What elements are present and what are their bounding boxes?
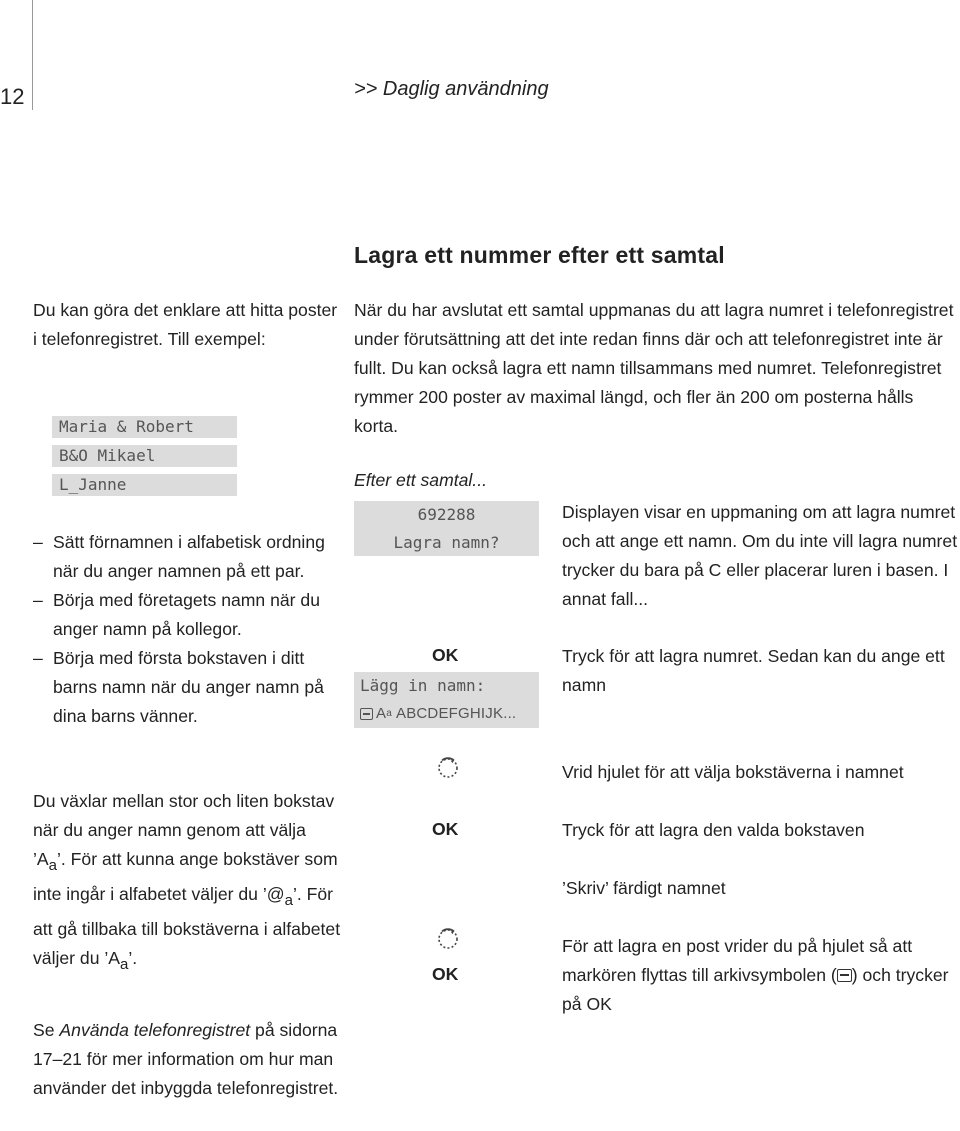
text-span: Du växlar mellan stor och liten bokstav när du anger namn genom att välja ’A xyxy=(33,791,335,869)
letter-strip: ABCDEFGHIJK... xyxy=(395,705,517,722)
display-call-prompt xyxy=(354,501,539,556)
running-header: >> Daglig användning xyxy=(354,78,549,100)
step-text: Tryck för att lagra numret. Sedan kan du ange ett namn xyxy=(562,646,945,695)
display-prompt: Lagra namn? xyxy=(393,533,500,552)
dash-bullet: – xyxy=(33,648,43,668)
example-names-display xyxy=(52,416,237,503)
text-span: på sidorna 17–21 för mer information om hur man använder det inbyggda telefonregistret. xyxy=(33,1020,339,1098)
tip-text: Sätt förnamnen i alfabetisk ordning när du anger namnen på ett par. xyxy=(53,532,325,581)
subscript: a xyxy=(120,956,129,973)
sidebar-intro xyxy=(33,296,343,354)
step-text xyxy=(562,932,960,1019)
tip-item xyxy=(33,528,343,586)
section-title: Lagra ett nummer efter ett samtal xyxy=(354,242,725,268)
step-text: Tryck för att lagra den valda bokstaven xyxy=(562,820,865,840)
case-indicator: A xyxy=(376,705,387,722)
subscript: a xyxy=(284,892,293,909)
step-turn-wheel xyxy=(562,758,960,787)
text-span: ) och trycker på OK xyxy=(562,965,949,1014)
text-span: ’. xyxy=(128,948,138,968)
wheel-turn-icon xyxy=(436,927,460,951)
dash-bullet: – xyxy=(33,532,43,552)
example-name: Maria & Robert xyxy=(52,416,237,438)
step-ok-store-letter xyxy=(562,816,960,845)
example-name: B&O Mikael xyxy=(52,445,237,467)
example-name: L_Janne xyxy=(52,474,237,496)
see-also-text xyxy=(33,1016,343,1103)
tip-text: Börja med första bokstaven i ditt barns namn när du anger namn på dina barns vänner. xyxy=(53,648,324,726)
step-ok-store-number xyxy=(562,642,960,700)
step-text: Vrid hjulet för att välja bokstäverna i namnet xyxy=(562,762,904,782)
case-indicator-small: a xyxy=(386,708,392,719)
section-intro-text: När du har avslutat ett samtal uppmanas du att lagra numret i telefonregistret under förutsättning att det inte redan finns där och att telefonregistret inte är fullt. Du kan också lagra ett namn tillsammans med numret. Telefonregistret rymmer 200 poster av maximal längd, och fler än 200 om posterna hålls korta. xyxy=(354,300,954,436)
step-display-info xyxy=(562,498,960,614)
text-span: ’. För att kunna ange bokstäver som inte ingår i alfabetet väljer du ’@ xyxy=(33,849,338,904)
archive-icon xyxy=(360,708,373,720)
cross-reference: Använda telefonregistret xyxy=(59,1020,251,1040)
tip-item xyxy=(33,586,343,644)
step-text: Displayen visar en uppmaning om att lagra numret och att ange ett namn. Om du inte vill lagra numret trycker du bara på C eller placerar luren i basen. I annat fall... xyxy=(562,502,958,609)
procedure-heading: Efter ett samtal... xyxy=(354,470,487,490)
archive-icon xyxy=(837,969,852,982)
ok-key-label: OK xyxy=(432,964,459,984)
text-span: Se xyxy=(33,1020,60,1040)
case-switch-info xyxy=(33,787,343,979)
display-letter-row xyxy=(360,700,539,728)
dash-bullet: – xyxy=(33,590,43,610)
page-divider xyxy=(32,0,33,110)
step-text: ’Skriv’ färdigt namnet xyxy=(562,878,726,898)
step-store-entry xyxy=(562,932,960,1019)
text-span: ’. För att gå tillbaka till bokstäverna i alfabetet väljer du ’A xyxy=(33,884,341,968)
text-span: För att lagra en post vrider du på hjulet så att markören flyttas till arkivsymbolen ( xyxy=(562,936,913,985)
ok-key-label: OK xyxy=(432,819,459,839)
subscript: a xyxy=(48,857,57,874)
page-number: 12 xyxy=(0,84,25,109)
wheel-turn-icon xyxy=(436,756,460,780)
tip-text: Börja med företagets namn när du anger namn på kollegor. xyxy=(53,590,320,639)
display-number: 692288 xyxy=(417,505,476,524)
display-enter-name xyxy=(354,672,539,728)
section-intro xyxy=(354,296,954,441)
tip-item xyxy=(33,644,343,731)
display-name-prompt: Lägg in namn: xyxy=(360,676,486,695)
ok-key-label: OK xyxy=(432,645,459,665)
step-finish-name xyxy=(562,874,960,903)
see-also xyxy=(33,1016,343,1103)
sidebar-tips xyxy=(33,528,343,731)
case-switch-text xyxy=(33,787,343,979)
sidebar-intro-text: Du kan göra det enklare att hitta poster i telefonregistret. Till exempel: xyxy=(33,300,338,349)
